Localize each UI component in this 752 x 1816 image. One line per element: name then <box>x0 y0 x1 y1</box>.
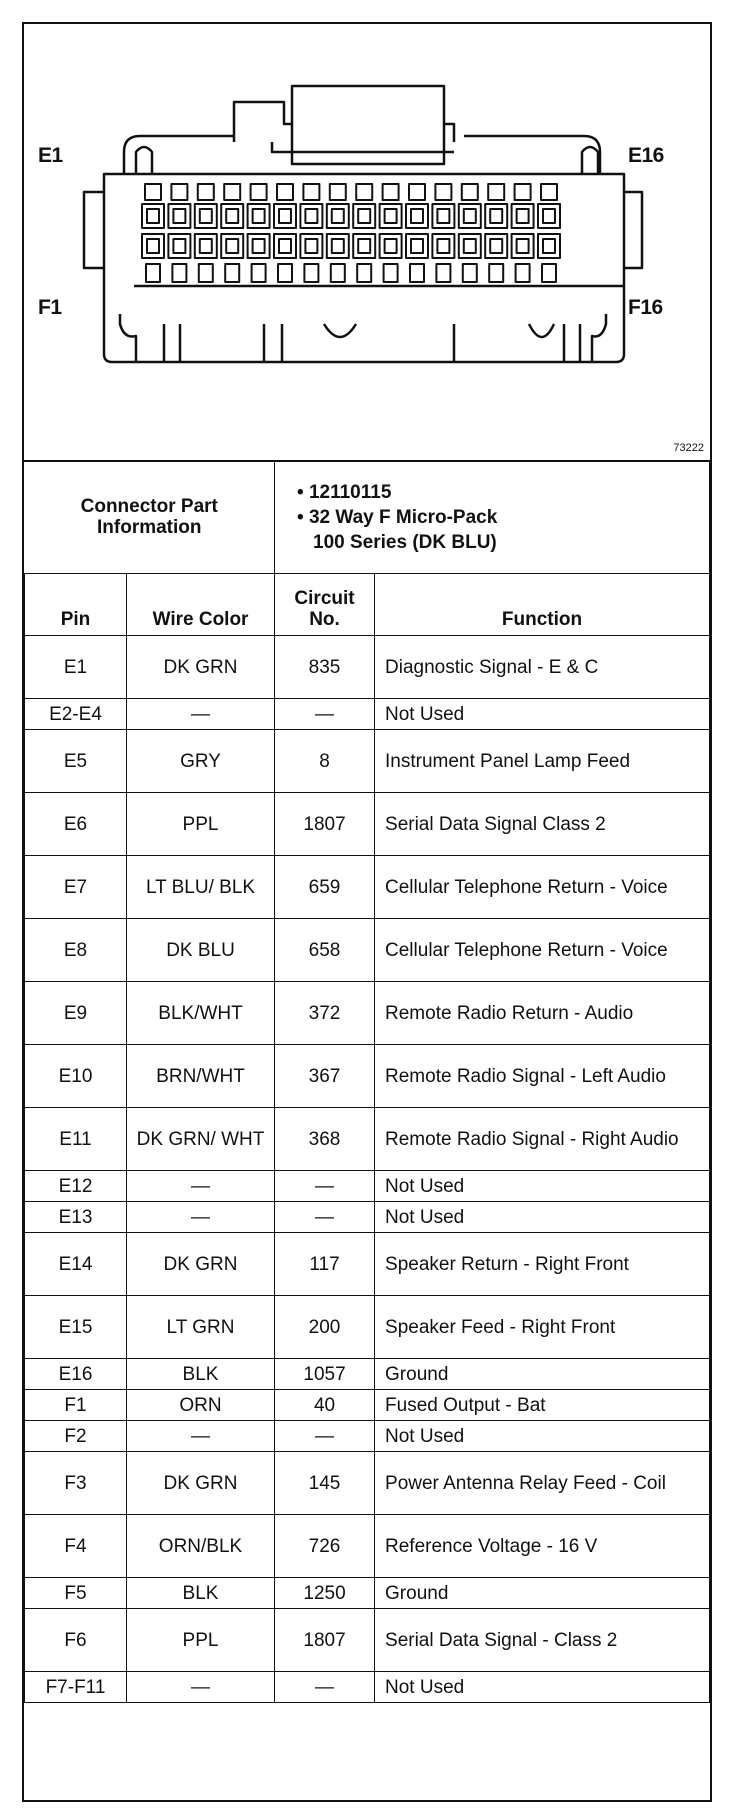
connector-sheet <box>22 22 712 1802</box>
pin-cavity-e <box>142 204 164 228</box>
circuit-cell: 200 <box>275 1296 375 1359</box>
pin-top-tab <box>198 184 214 200</box>
pin-cell: F2 <box>25 1421 127 1452</box>
pin-cavity-f <box>300 234 322 258</box>
pin-bottom-tab <box>436 264 450 282</box>
connector-drawing <box>24 24 710 458</box>
circuit-cell: — <box>275 1421 375 1452</box>
pin-cavity-e-inner <box>332 209 344 223</box>
pin-cell: F4 <box>25 1515 127 1578</box>
table-row <box>25 1171 710 1202</box>
pinout-table <box>24 460 710 1703</box>
pin-bottom-tab <box>199 264 213 282</box>
function-cell: Cellular Telephone Return - Voice <box>375 919 710 982</box>
part-number: • 12110115 <box>297 482 703 503</box>
pin-cavity-e <box>459 204 481 228</box>
function-cell: Not Used <box>375 1421 710 1452</box>
pin-cell: E9 <box>25 982 127 1045</box>
pin-cavity-f-inner <box>305 239 317 253</box>
pin-cavity-e-inner <box>385 209 397 223</box>
pin-cell: E6 <box>25 793 127 856</box>
table-row <box>25 1421 710 1452</box>
pin-cavity-f-inner <box>173 239 185 253</box>
wire-color-cell: BRN/WHT <box>127 1045 275 1108</box>
table-row <box>25 1045 710 1108</box>
label-e-end: E16 <box>628 144 664 167</box>
function-cell: Not Used <box>375 1202 710 1233</box>
table-row <box>25 793 710 856</box>
function-cell: Remote Radio Signal - Right Audio <box>375 1108 710 1171</box>
circuit-cell: 368 <box>275 1108 375 1171</box>
pin-cavity-e <box>168 204 190 228</box>
label-f-end: F16 <box>628 296 663 319</box>
circuit-cell: — <box>275 699 375 730</box>
pin-top-tab <box>462 184 478 200</box>
pin-cavity-f <box>353 234 375 258</box>
table-row <box>25 636 710 699</box>
table-row <box>25 1515 710 1578</box>
col-wire-color: Wire Color <box>127 574 275 636</box>
pin-cavity-f <box>327 234 349 258</box>
circuit-cell: 1807 <box>275 1609 375 1672</box>
label-f-start: F1 <box>38 296 62 319</box>
pin-cavity-e <box>221 204 243 228</box>
function-cell: Not Used <box>375 699 710 730</box>
pin-cavity-e-inner <box>253 209 265 223</box>
pin-cavity-f <box>512 234 534 258</box>
pin-cavity-e-inner <box>517 209 529 223</box>
pin-cavity-f-inner <box>517 239 529 253</box>
table-row <box>25 1672 710 1703</box>
circuit-cell: 372 <box>275 982 375 1045</box>
pin-cavity-e-inner <box>490 209 502 223</box>
function-cell: Not Used <box>375 1171 710 1202</box>
table-row <box>25 1452 710 1515</box>
table-row <box>25 856 710 919</box>
pin-cell: F7-F11 <box>25 1672 127 1703</box>
wire-color-cell: ORN/BLK <box>127 1515 275 1578</box>
pin-bottom-tab <box>146 264 160 282</box>
pin-cavity-e-inner <box>147 209 159 223</box>
pin-cavity-f-inner <box>358 239 370 253</box>
pin-cell: E12 <box>25 1171 127 1202</box>
pin-cell: E16 <box>25 1359 127 1390</box>
table-row <box>25 1233 710 1296</box>
function-cell: Instrument Panel Lamp Feed <box>375 730 710 793</box>
pin-cavity-e-inner <box>411 209 423 223</box>
pin-cavity-f <box>485 234 507 258</box>
wire-color-cell: DK GRN <box>127 636 275 699</box>
pin-cavity-f-inner <box>464 239 476 253</box>
part-info-label: Connector Part Information <box>25 461 275 574</box>
col-function: Function <box>375 574 710 636</box>
connector-diagram <box>24 24 710 462</box>
pin-cell: E11 <box>25 1108 127 1171</box>
label-e-start: E1 <box>38 144 63 167</box>
pin-cavity-f-inner <box>543 239 555 253</box>
wire-color-cell: PPL <box>127 793 275 856</box>
pin-top-tab <box>224 184 240 200</box>
pin-cell: E14 <box>25 1233 127 1296</box>
pin-cavity-e-inner <box>437 209 449 223</box>
wire-color-cell: — <box>127 1202 275 1233</box>
table-row <box>25 730 710 793</box>
col-circuit-no: Circuit No. <box>275 574 375 636</box>
circuit-cell: 726 <box>275 1515 375 1578</box>
wire-color-cell: — <box>127 1672 275 1703</box>
pin-cavity-e-inner <box>464 209 476 223</box>
wire-color-cell: DK GRN <box>127 1452 275 1515</box>
function-cell: Ground <box>375 1359 710 1390</box>
pin-bottom-tab <box>225 264 239 282</box>
pin-cell: E13 <box>25 1202 127 1233</box>
table-row <box>25 982 710 1045</box>
function-cell: Power Antenna Relay Feed - Coil <box>375 1452 710 1515</box>
pin-top-tab <box>356 184 372 200</box>
wire-color-cell: BLK <box>127 1578 275 1609</box>
pin-top-tab <box>145 184 161 200</box>
pin-cavity-e <box>485 204 507 228</box>
wire-color-cell: ORN <box>127 1390 275 1421</box>
circuit-cell: 367 <box>275 1045 375 1108</box>
pin-cell: E10 <box>25 1045 127 1108</box>
pin-cavity-e <box>274 204 296 228</box>
pin-cavity-f <box>168 234 190 258</box>
pin-top-tab <box>277 184 293 200</box>
pin-cavity-f-inner <box>253 239 265 253</box>
wire-color-cell: PPL <box>127 1609 275 1672</box>
pin-cavity-f <box>432 234 454 258</box>
wire-color-cell: GRY <box>127 730 275 793</box>
pin-cavity-f <box>380 234 402 258</box>
pin-cavity-f <box>248 234 270 258</box>
table-row <box>25 1202 710 1233</box>
pin-top-tab <box>303 184 319 200</box>
table-row <box>25 1609 710 1672</box>
part-description: • 32 Way F Micro-Pack <box>297 507 703 528</box>
wire-color-cell: DK GRN <box>127 1233 275 1296</box>
table-row <box>25 1578 710 1609</box>
pin-bottom-tab <box>304 264 318 282</box>
wire-color-cell: BLK <box>127 1359 275 1390</box>
function-cell: Speaker Return - Right Front <box>375 1233 710 1296</box>
pin-cell: F1 <box>25 1390 127 1421</box>
pin-bottom-tab <box>489 264 503 282</box>
function-cell: Not Used <box>375 1672 710 1703</box>
circuit-cell: 659 <box>275 856 375 919</box>
pin-cavity-e <box>327 204 349 228</box>
circuit-cell: 658 <box>275 919 375 982</box>
circuit-cell: 40 <box>275 1390 375 1421</box>
circuit-cell: — <box>275 1672 375 1703</box>
pin-cell: E5 <box>25 730 127 793</box>
pin-bottom-tab <box>463 264 477 282</box>
pin-cavity-e <box>248 204 270 228</box>
pin-cavity-e-inner <box>543 209 555 223</box>
pin-cavity-f-inner <box>200 239 212 253</box>
pin-cavity-e-inner <box>358 209 370 223</box>
table-row <box>25 1108 710 1171</box>
pin-bottom-tab <box>542 264 556 282</box>
function-cell: Remote Radio Return - Audio <box>375 982 710 1045</box>
pin-top-tab <box>251 184 267 200</box>
pin-top-tab <box>541 184 557 200</box>
pin-cavity-f-inner <box>490 239 502 253</box>
part-info-values <box>275 461 710 574</box>
part-description-2: 100 Series (DK BLU) <box>313 531 497 553</box>
function-cell: Fused Output - Bat <box>375 1390 710 1421</box>
pin-cell: F3 <box>25 1452 127 1515</box>
circuit-cell: 145 <box>275 1452 375 1515</box>
wire-color-cell: — <box>127 1421 275 1452</box>
wire-color-cell: LT BLU/ BLK <box>127 856 275 919</box>
pin-top-tab <box>515 184 531 200</box>
pin-cell: F5 <box>25 1578 127 1609</box>
pin-cavity-e <box>432 204 454 228</box>
wire-color-cell: — <box>127 1171 275 1202</box>
pin-cavity-f-inner <box>437 239 449 253</box>
circuit-cell: 835 <box>275 636 375 699</box>
pin-cavity-e-inner <box>173 209 185 223</box>
pin-cavity-f <box>406 234 428 258</box>
pin-cavity-f-inner <box>147 239 159 253</box>
function-cell: Diagnostic Signal - E & C <box>375 636 710 699</box>
wire-color-cell: DK BLU <box>127 919 275 982</box>
pin-cavity-f <box>538 234 560 258</box>
function-cell: Serial Data Signal Class 2 <box>375 793 710 856</box>
wire-color-cell: — <box>127 699 275 730</box>
pin-bottom-tab <box>384 264 398 282</box>
pin-cell: E1 <box>25 636 127 699</box>
pin-cavity-f-inner <box>332 239 344 253</box>
part-info-row <box>25 461 710 574</box>
pin-cavity-f-inner <box>279 239 291 253</box>
function-cell: Serial Data Signal - Class 2 <box>375 1609 710 1672</box>
pin-bottom-tab <box>172 264 186 282</box>
pin-cell: E2-E4 <box>25 699 127 730</box>
function-cell: Remote Radio Signal - Left Audio <box>375 1045 710 1108</box>
pin-cell: F6 <box>25 1609 127 1672</box>
pin-cavity-e <box>300 204 322 228</box>
table-header <box>25 574 710 636</box>
circuit-cell: — <box>275 1171 375 1202</box>
pin-cavity-e-inner <box>200 209 212 223</box>
circuit-cell: 1807 <box>275 793 375 856</box>
circuit-cell: 1250 <box>275 1578 375 1609</box>
pin-top-tab <box>383 184 399 200</box>
wire-color-cell: BLK/WHT <box>127 982 275 1045</box>
pin-top-tab <box>488 184 504 200</box>
table-row <box>25 1390 710 1421</box>
pin-cavity-e-inner <box>226 209 238 223</box>
pin-cavity-e <box>353 204 375 228</box>
pin-cavity-e <box>512 204 534 228</box>
pin-cavity-f <box>221 234 243 258</box>
figure-number: 73222 <box>673 442 704 454</box>
function-cell: Ground <box>375 1578 710 1609</box>
pin-cavity-f-inner <box>226 239 238 253</box>
function-cell: Speaker Feed - Right Front <box>375 1296 710 1359</box>
pin-cavity-e <box>406 204 428 228</box>
function-cell: Cellular Telephone Return - Voice <box>375 856 710 919</box>
pin-top-tab <box>409 184 425 200</box>
pin-cavity-f <box>274 234 296 258</box>
wire-color-cell: DK GRN/ WHT <box>127 1108 275 1171</box>
table-row <box>25 699 710 730</box>
pin-top-tab <box>330 184 346 200</box>
pin-cell: E8 <box>25 919 127 982</box>
pin-bottom-tab <box>410 264 424 282</box>
pin-cavity-f-inner <box>411 239 423 253</box>
function-cell: Reference Voltage - 16 V <box>375 1515 710 1578</box>
circuit-cell: — <box>275 1202 375 1233</box>
pin-cavity-e <box>538 204 560 228</box>
pin-bottom-tab <box>331 264 345 282</box>
pin-cavity-e-inner <box>305 209 317 223</box>
pin-bottom-tab <box>278 264 292 282</box>
pin-cavity-f <box>142 234 164 258</box>
pin-bottom-tab <box>357 264 371 282</box>
table-row <box>25 919 710 982</box>
pin-top-tab <box>435 184 451 200</box>
pin-cavity-e <box>195 204 217 228</box>
table-row <box>25 1296 710 1359</box>
table-row <box>25 1359 710 1390</box>
circuit-cell: 8 <box>275 730 375 793</box>
pin-bottom-tab <box>252 264 266 282</box>
pin-cavity-f <box>459 234 481 258</box>
pin-cell: E15 <box>25 1296 127 1359</box>
pin-cavity-f-inner <box>385 239 397 253</box>
pin-bottom-tab <box>516 264 530 282</box>
pin-cavity-f <box>195 234 217 258</box>
circuit-cell: 117 <box>275 1233 375 1296</box>
pin-cavity-e-inner <box>279 209 291 223</box>
col-pin: Pin <box>25 574 127 636</box>
pin-cavity-e <box>380 204 402 228</box>
circuit-cell: 1057 <box>275 1359 375 1390</box>
pin-top-tab <box>171 184 187 200</box>
wire-color-cell: LT GRN <box>127 1296 275 1359</box>
pin-cell: E7 <box>25 856 127 919</box>
